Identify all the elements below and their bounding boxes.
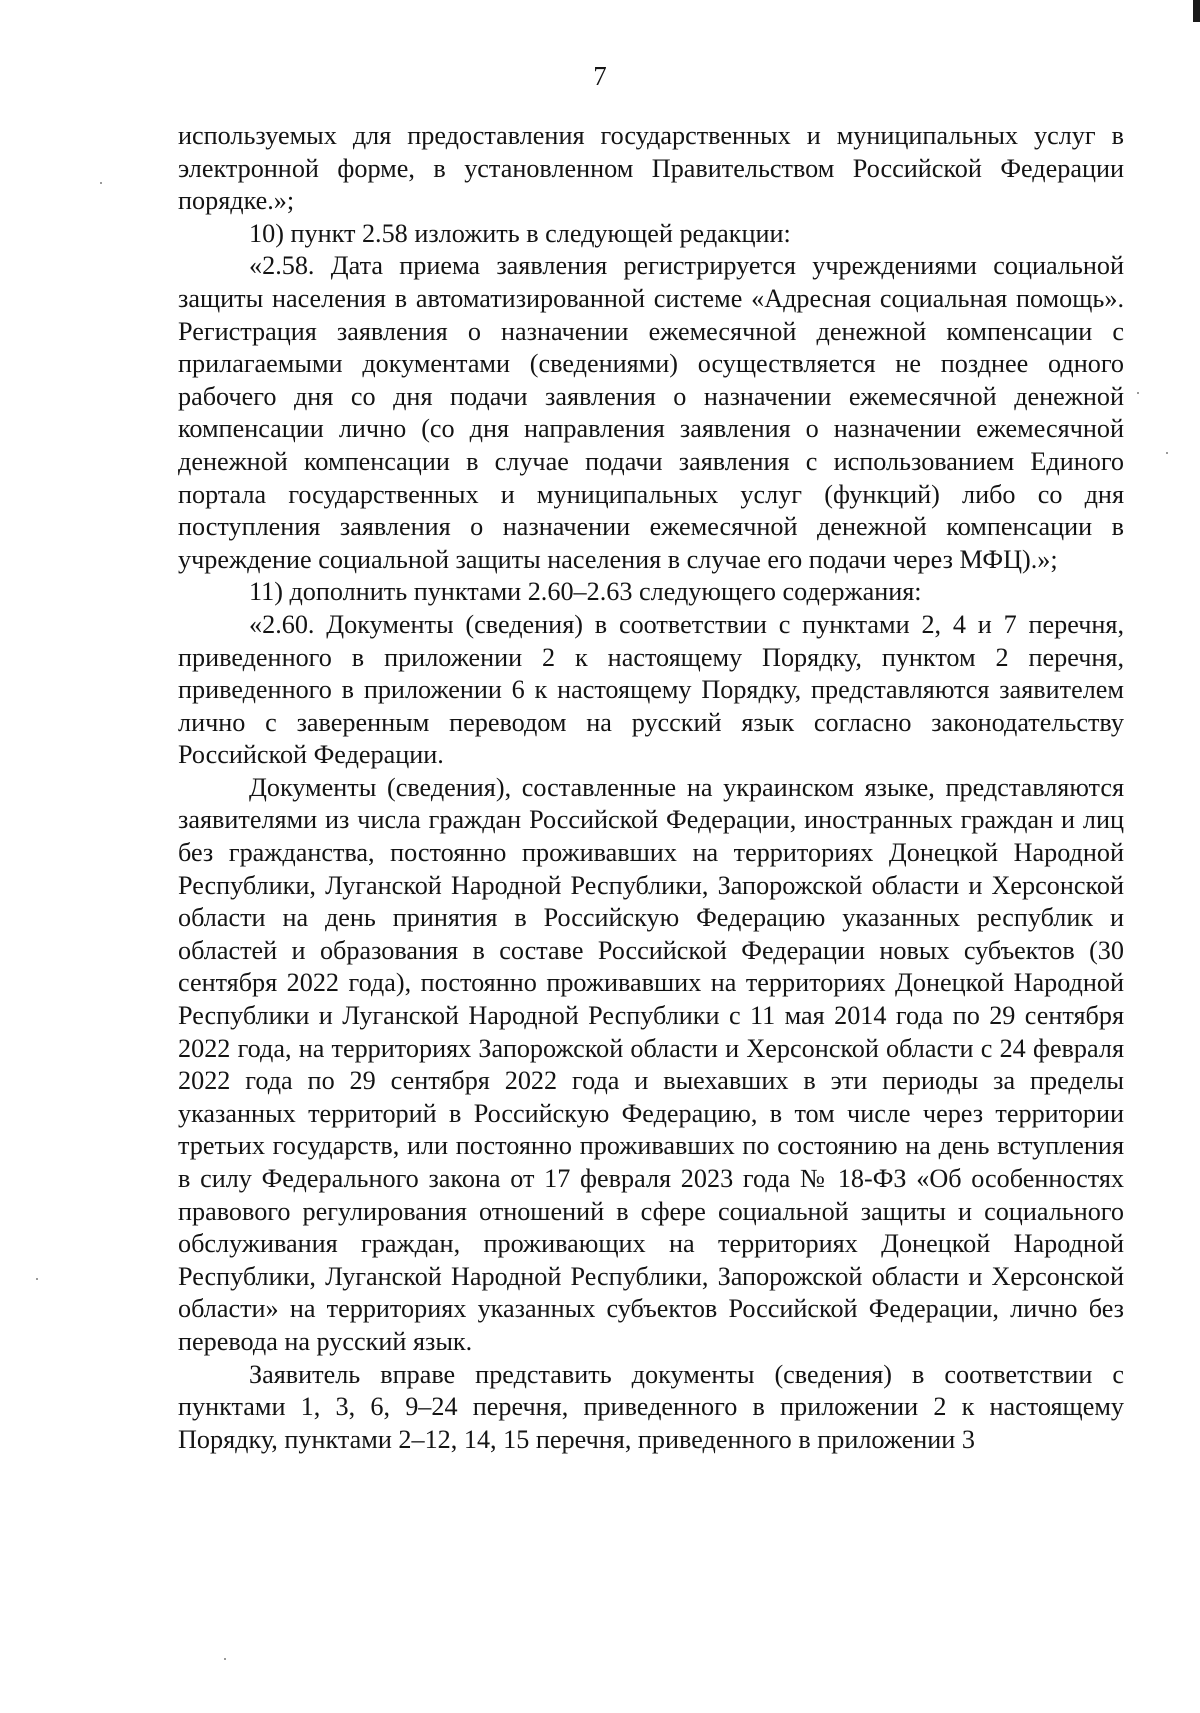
paragraph-ukrainian-documents: Документы (сведения), составленные на украинском языке, представляются заявителями из числа граждан Российской Федерации, иностранных граждан и лиц без гражданства, постоянно проживавших на территориях Донецкой Народной Республики, Луганской Народной Республики, Запорожской области и Херсонской области на день принятия в Российскую Федерацию указанных республик и областей и образования в составе Российской Федерации новых субъектов (30 сентября 2022 года), постоянно проживавших на территориях Донецкой Народной Республики и Луганской Народной Республики с 11 мая 2014 года по 29 сентября 2022 года, на территориях Запорожской области и Херсонской области с 24 февраля 2022 года по 29 сентября 2022 года и выехавших в эти периоды за пределы указанных территорий в Российскую Федерацию, в том числе через территории третьих государств, или постоянно проживавших по состоянию на день вступления в силу Федерального закона от 17 февраля 2023 года № 18-ФЗ «Об особенностях правового регулирования отношений в сфере социальной защиты и социального обслуживания граждан, проживающих на территориях Донецкой Народной Республики, Луганской Народной Республики, Запорожской области и Херсонской области» на территориях указанных субъектов Российской Федерации, лично без перевода на русский язык. xyxy=(178,772,1124,1356)
scan-speck xyxy=(1137,392,1139,394)
scan-speck xyxy=(100,182,102,184)
document-body xyxy=(178,120,1124,1456)
paragraph-item-11: 11) дополнить пунктами 2.60–2.63 следующего содержания: xyxy=(249,577,922,607)
scan-speck xyxy=(224,1658,226,1660)
paragraph-applicant-right: Заявитель вправе представить документы (сведения) в соответствии с пунктами 1, 3, 6, 9–24 перечня, приведенного в приложении 2 к настоящему Порядку, пунктами 2–12, 14, 15 перечня, приведенного в приложении 3 xyxy=(178,1359,1124,1454)
paragraph-clause-2-60: «2.60. Документы (сведения) в соответствии с пунктами 2, 4 и 7 перечня, приведенного в приложении 2 к настоящему Порядку, пунктом 2 перечня, приведенного в приложении 6 к настоящему Порядку, представляются заявителем лично с заверенным переводом на русский язык согласно законодательству Российской Федерации. xyxy=(178,609,1124,770)
paragraph-clause-2-58: «2.58. Дата приема заявления регистрируется учреждениями социальной защиты населения в автоматизированной системе «Адресная социальная помощь». Регистрация заявления о назначении ежемесячной денежной компенсации с прилагаемыми документами (сведениями) осуществляется не позднее одного рабочего дня со дня подачи заявления о назначении ежемесячной денежной компенсации лично (со дня направления заявления о назначении ежемесячной денежной компенсации в случае подачи заявления с использованием Единого портала государственных и муниципальных услуг (функций) либо со дня поступления заявления о назначении ежемесячной денежной компенсации в учреждение социальной защиты населения в случае его подачи через МФЦ).»; xyxy=(178,251,1124,574)
paragraph-item-10: 10) пункт 2.58 изложить в следующей редакции: xyxy=(249,218,791,248)
scan-speck xyxy=(36,1278,38,1280)
scan-speck xyxy=(1166,452,1168,454)
paragraph-continuation: используемых для предоставления государственных и муниципальных услуг в электронной форме, в установленном Правительством Российской Федерации порядке.»; xyxy=(178,121,1124,216)
scan-edge-mark xyxy=(1193,0,1200,22)
page-number: 7 xyxy=(593,61,607,91)
